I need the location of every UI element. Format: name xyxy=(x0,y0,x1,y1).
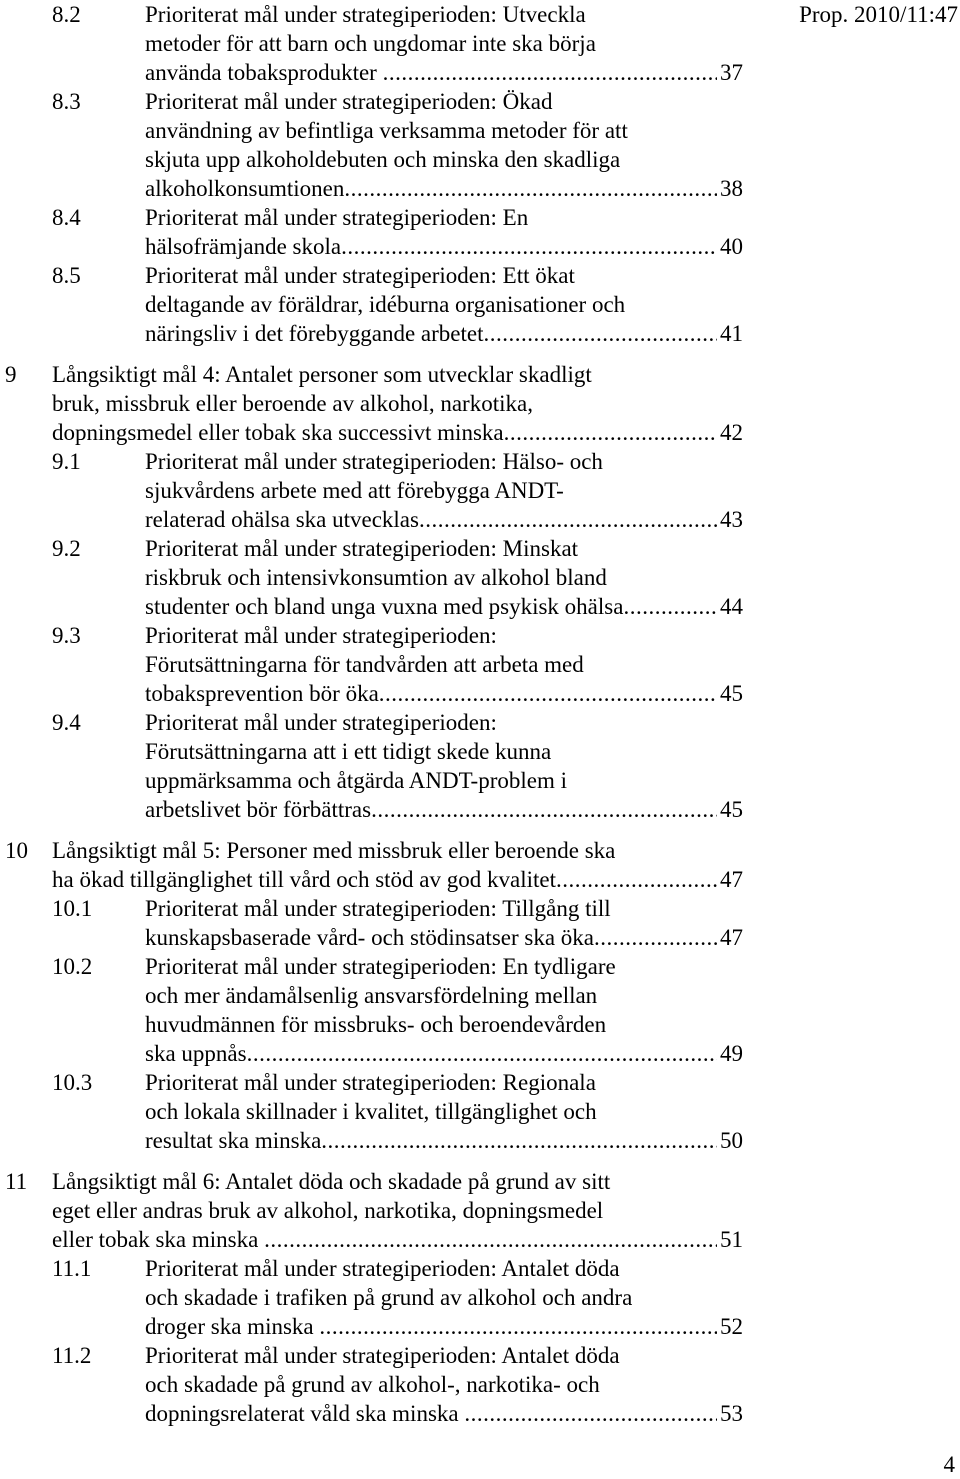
toc-section-entry[interactable] xyxy=(0,0,960,87)
toc-entry-title xyxy=(145,1341,717,1428)
toc-entry-number: 10 xyxy=(5,838,28,863)
toc-section-entry[interactable] xyxy=(0,1068,960,1155)
toc-entry-page: 38 xyxy=(720,176,743,201)
toc-entry-title xyxy=(52,836,717,894)
toc-entry-title-line: Prioriterat mål under strategiperioden: Minskat xyxy=(145,536,579,561)
toc-entry-title-line: Prioriterat mål under strategiperioden: Regionala xyxy=(145,1070,596,1095)
toc-entry-title-line: Långsiktigt mål 6: Antalet döda och skadade på grund av sitt xyxy=(52,1169,611,1194)
toc-entry-title-line: och mer ändamålsenlig ansvarsfördelning mellan xyxy=(145,983,598,1008)
toc-section-entry[interactable] xyxy=(0,708,960,824)
toc-section-entry[interactable] xyxy=(0,952,960,1068)
toc-entry-title xyxy=(52,1167,717,1254)
toc-entry-page: 45 xyxy=(720,797,743,822)
toc-entry-title-line: ha ökad tillgänglighet till vård och stöd av god kvalitet ..... xyxy=(52,865,717,894)
toc-entry-title xyxy=(145,952,717,1068)
toc-entry-page: 43 xyxy=(720,507,743,532)
toc-entry-title xyxy=(52,360,717,447)
toc-entry-title xyxy=(145,534,717,621)
toc-entry-title-line: sjukvårdens arbete med att förebygga ANDT- xyxy=(145,478,564,503)
toc-entry-title-line: alkoholkonsumtionen ..... xyxy=(145,174,717,203)
toc-entry-title xyxy=(145,0,717,87)
toc-entry-title-line: uppmärksamma och åtgärda ANDT-problem i xyxy=(145,768,567,793)
toc-entry-title-line: näringsliv i det förebyggande arbetet ..... xyxy=(145,319,717,348)
toc-entry-title-line: kunskapsbaserade vård- och stödinsatser ska öka ..... xyxy=(145,923,717,952)
toc-entry-title xyxy=(145,708,717,824)
toc-entry-title xyxy=(145,894,717,952)
toc-entry-title xyxy=(145,447,717,534)
toc-entry-title-line: Prioriterat mål under strategiperioden: xyxy=(145,623,497,648)
toc-section-entry[interactable] xyxy=(0,261,960,348)
toc-entry-title-line: Prioriterat mål under strategiperioden: Antalet döda xyxy=(145,1256,620,1281)
toc-entry-number: 10.2 xyxy=(52,954,93,979)
toc-section-entry[interactable] xyxy=(0,87,960,203)
page-number: 4 xyxy=(943,1452,955,1477)
toc-section-entry[interactable] xyxy=(0,1254,960,1341)
toc-entry-title-line: Prioriterat mål under strategiperioden: Antalet döda xyxy=(145,1343,620,1368)
toc-entry-number: 9.3 xyxy=(52,623,81,648)
toc-entry-title-line: eller tobak ska minska ..... xyxy=(52,1225,717,1254)
toc-entry-title xyxy=(145,261,717,348)
toc-entry-title xyxy=(145,203,717,261)
toc-entry-title-line: riskbruk och intensivkonsumtion av alkohol bland xyxy=(145,565,607,590)
toc-entry-title-line: ska uppnås ..... xyxy=(145,1039,717,1068)
toc-entry-title-line: Prioriterat mål under strategiperioden: En tydligare xyxy=(145,954,616,979)
toc-entry-title-line: resultat ska minska ..... xyxy=(145,1126,717,1155)
toc-entry-title-line: dopningsmedel eller tobak ska successivt minska ..... xyxy=(52,418,717,447)
toc-entry-title-line: droger ska minska ..... xyxy=(145,1312,717,1341)
toc-entry-title-line: relaterad ohälsa ska utvecklas ..... xyxy=(145,505,717,534)
toc-entry-page: 47 xyxy=(720,867,743,892)
toc-entry-title-line: Prioriterat mål under strategiperioden: Tillgång till xyxy=(145,896,611,921)
toc-entry-number: 8.4 xyxy=(52,205,81,230)
toc-entry-number: 8.5 xyxy=(52,263,81,288)
toc-entry-title-line: Förutsättningarna för tandvården att arbeta med xyxy=(145,652,584,677)
toc-entry-page: 53 xyxy=(720,1401,743,1426)
toc-entry-title-line: Prioriterat mål under strategiperioden: Ökad xyxy=(145,89,553,114)
toc-chapter-entry[interactable] xyxy=(0,836,960,894)
toc-entry-title-line: hälsofrämjande skola ..... xyxy=(145,232,717,261)
toc-entry-page: 41 xyxy=(720,321,743,346)
toc-entry-page: 51 xyxy=(720,1227,743,1252)
toc-section-entry[interactable] xyxy=(0,447,960,534)
toc-entry-title-line: arbetslivet bör förbättras ..... xyxy=(145,795,717,824)
toc-entry-number: 11.1 xyxy=(52,1256,92,1281)
toc-entry-title-line: Långsiktigt mål 5: Personer med missbruk eller beroende ska xyxy=(52,838,616,863)
toc-section-entry[interactable] xyxy=(0,203,960,261)
toc-entry-title xyxy=(145,1068,717,1155)
toc-entry-title-line: skjuta upp alkoholdebuten och minska den skadliga xyxy=(145,147,621,172)
toc-entry-title-line: studenter och bland unga vuxna med psykisk ohälsa ..... xyxy=(145,592,717,621)
toc-entry-page: 45 xyxy=(720,681,743,706)
toc-entry-title-line: Förutsättningarna att i ett tidigt skede kunna xyxy=(145,739,552,764)
toc-entry-number: 9.1 xyxy=(52,449,81,474)
toc-entry-number: 8.3 xyxy=(52,89,81,114)
toc-entry-title xyxy=(145,1254,717,1341)
toc-entry-title-line: Prioriterat mål under strategiperioden: xyxy=(145,710,497,735)
toc-entry-page: 52 xyxy=(720,1314,743,1339)
toc-entry-title xyxy=(145,87,717,203)
toc-entry-number: 11.2 xyxy=(52,1343,92,1368)
toc-entry-number: 9 xyxy=(5,362,17,387)
toc-entry-title-line: och skadade i trafiken på grund av alkohol och andra xyxy=(145,1285,633,1310)
toc-section-entry[interactable] xyxy=(0,894,960,952)
toc-entry-title-line: deltagande av föräldrar, idéburna organisationer och xyxy=(145,292,626,317)
toc-entry-number: 11 xyxy=(5,1169,28,1194)
toc-entry-page: 50 xyxy=(720,1128,743,1153)
toc-entry-title-line: Prioriterat mål under strategiperioden: Ett ökat xyxy=(145,263,575,288)
toc-entry-title-line: huvudmännen för missbruks- och beroendevården xyxy=(145,1012,607,1037)
proposition-reference: Prop. 2010/11:47 xyxy=(799,2,958,27)
toc-entry-title-line: och skadade på grund av alkohol-, narkotika- och xyxy=(145,1372,600,1397)
toc-entry-number: 10.3 xyxy=(52,1070,93,1095)
toc-entry-page: 47 xyxy=(720,925,743,950)
toc-entry-title-line: och lokala skillnader i kvalitet, tillgänglighet och xyxy=(145,1099,597,1124)
toc-entry-title-line: Prioriterat mål under strategiperioden: Utveckla xyxy=(145,2,586,27)
toc-entry-title-line: eget eller andras bruk av alkohol, narkotika, dopningsmedel xyxy=(52,1198,604,1223)
toc-chapter-entry[interactable] xyxy=(0,1167,960,1254)
toc-entry-page: 49 xyxy=(720,1041,743,1066)
toc-chapter-entry[interactable] xyxy=(0,360,960,447)
toc-section-entry[interactable] xyxy=(0,1341,960,1428)
toc-entry-title xyxy=(145,621,717,708)
toc-entry-number: 9.2 xyxy=(52,536,81,561)
toc-entry-title-line: Långsiktigt mål 4: Antalet personer som utvecklar skadligt xyxy=(52,362,592,387)
toc-entry-page: 42 xyxy=(720,420,743,445)
toc-entry-page: 44 xyxy=(720,594,743,619)
toc-entry-number: 10.1 xyxy=(52,896,93,921)
toc-entry-title-line: använda tobaksprodukter ..... xyxy=(145,58,717,87)
toc-entry-title-line: dopningsrelaterat våld ska minska ..... xyxy=(145,1399,717,1428)
toc-section-entry[interactable] xyxy=(0,534,960,621)
toc-entry-title-line: Prioriterat mål under strategiperioden: Hälso- och xyxy=(145,449,603,474)
toc-section-entry[interactable] xyxy=(0,621,960,708)
toc-entry-title-line: Prioriterat mål under strategiperioden: En xyxy=(145,205,529,230)
toc-entry-number: 8.2 xyxy=(52,2,81,27)
toc-entry-title-line: metoder för att barn och ungdomar inte ska börja xyxy=(145,31,596,56)
toc-entry-title-line: användning av befintliga verksamma metoder för att xyxy=(145,118,628,143)
toc-entry-page: 37 xyxy=(720,60,743,85)
toc-entry-number: 9.4 xyxy=(52,710,81,735)
toc-entry-title-line: tobaksprevention bör öka ..... xyxy=(145,679,717,708)
toc-entry-page: 40 xyxy=(720,234,743,259)
toc-entry-title-line: bruk, missbruk eller beroende av alkohol, narkotika, xyxy=(52,391,533,416)
